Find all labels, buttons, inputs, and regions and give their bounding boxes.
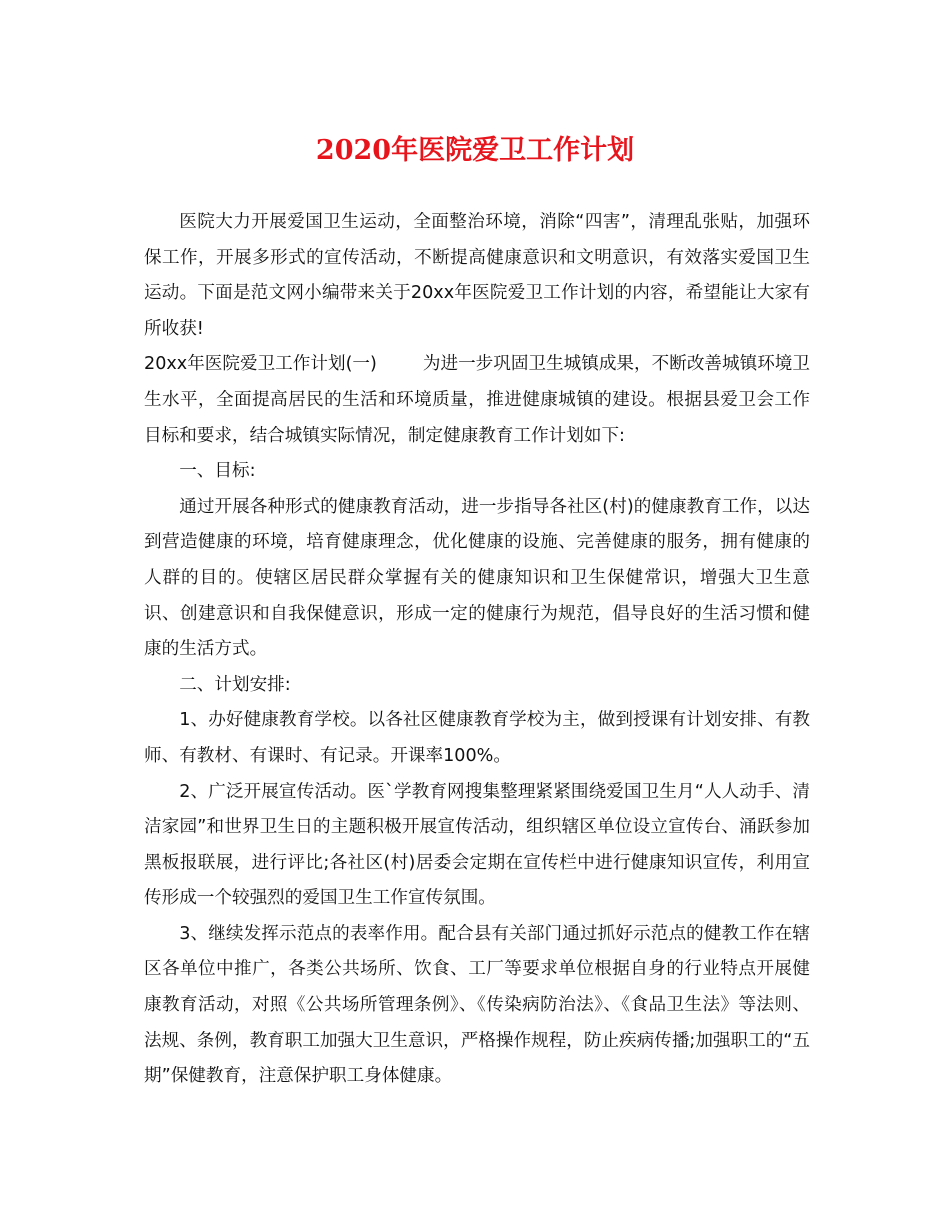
document-title: 2020年医院爱卫工作计划	[315, 135, 635, 166]
goals-paragraph: 通过开展各种形式的健康教育活动，进一步指导各社区(村)的健康教育工作，以达到营造健康的环境，培育健康理念，优化健康的设施、完善健康的服务，拥有健康的人群的目的。使辖区居民群众掌握有关的健康知识和卫生保健常识，增强大卫生意识、创建意识和自我保健意识，形成一定的健康行为规范，倡导良好的生活习惯和健康的生活方式。	[144, 496, 810, 660]
intro-paragraph: 医院大力开展爱国卫生运动，全面整治环境，消除“四害”，清理乱张贴，加强环保工作，开展多形式的宣传活动，不断提高健康意识和文明意识，有效落实爱国卫生运动。下面是范文网小编带来关于20xx年医院爱卫工作计划的内容，希望能让大家有所收获!	[144, 212, 810, 339]
section-heading-goals: 一、目标:	[179, 461, 256, 482]
plan-item-1: 1、办好健康教育学校。以各社区健康教育学校为主，做到授课有计划安排、有教师、有教材、有课时、有记录。开课率100%。	[144, 710, 810, 766]
plan-paragraph	[144, 347, 810, 454]
plan-intro-text: 为进一步巩固卫生城镇成果，不断改善城镇环境卫生水平，全面提高居民的生活和环境质量，推进健康城镇的建设。根据县爱卫会工作目标和要求，结合城镇实际情况，制定健康教育工作计划如下:	[144, 354, 810, 446]
plan-heading: 20xx年医院爱卫工作计划(一)	[144, 354, 377, 375]
plan-item-3: 3、继续发挥示范点的表率作用。配合县有关部门通过抓好示范点的健教工作在辖区各单位中推广，各类公共场所、饮食、工厂等要求单位根据自身的行业特点开展健康教育活动，对照《公共场所管理条例》、《传染病防治法》、《食品卫生法》等法则、法规、条例，教育职工加强大卫生意识，严格操作规程，防止疾病传播;加强职工的“五期”保健教育，注意保护职工身体健康。	[144, 923, 811, 1087]
section-heading-plan: 二、计划安排:	[179, 674, 291, 695]
plan-item-2: 2、广泛开展宣传活动。医`学教育网搜集整理紧紧围绕爱国卫生月“人人动手、清洁家园”和世界卫生日的主题积极开展宣传活动，组织辖区单位设立宣传台、涌跃参加黑板报联展，进行评比;各社区(村)居委会定期在宣传栏中进行健康知识宣传，利用宣传形成一个较强烈的爱国卫生工作宣传氛围。	[144, 781, 810, 909]
document-body	[144, 205, 810, 1095]
